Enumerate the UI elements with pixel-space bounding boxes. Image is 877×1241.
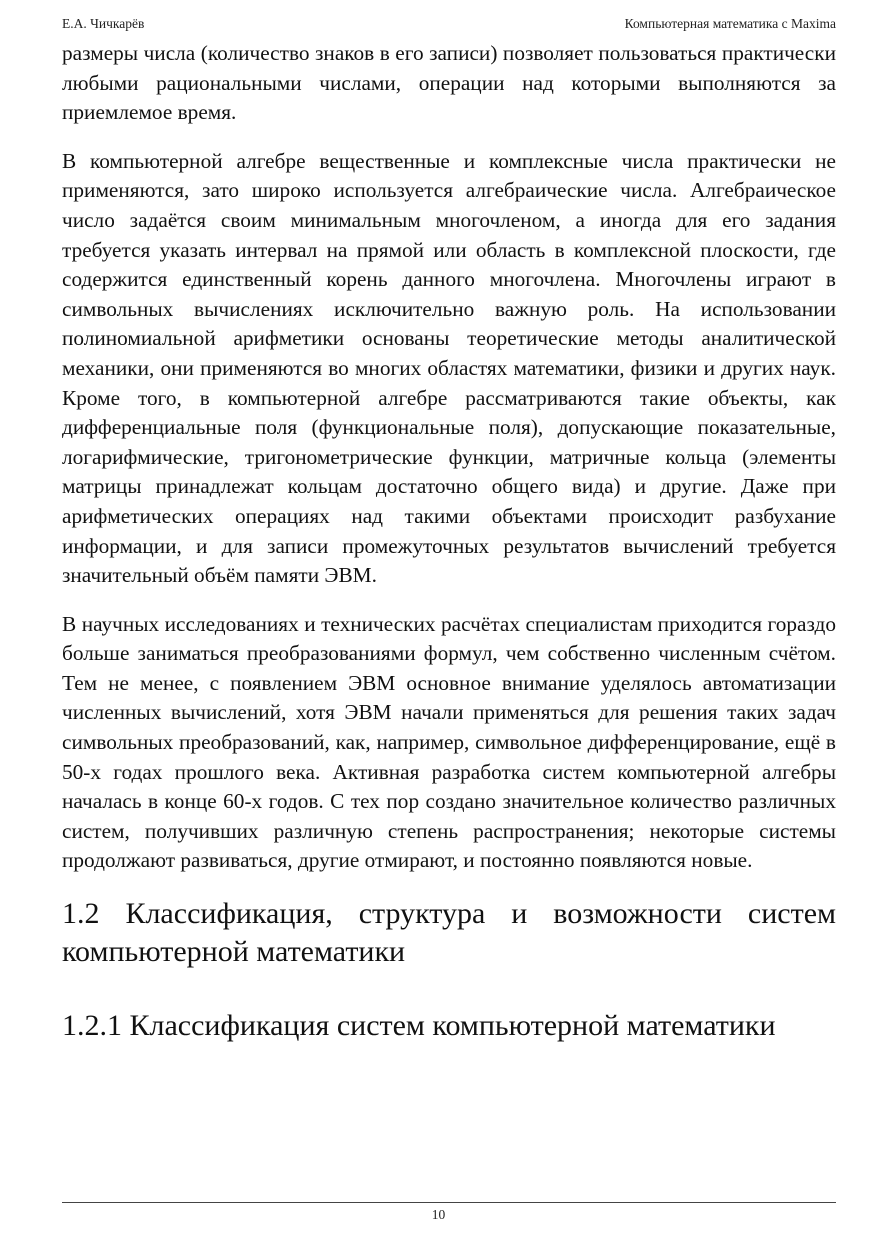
subsection-heading: 1.2.1 Классификация систем компьютерной математики bbox=[62, 1009, 776, 1043]
running-header bbox=[62, 16, 836, 34]
section-heading: 1.2 Классификация, структура и возможности систем компьютерной математики bbox=[62, 897, 836, 969]
page-number: 10 bbox=[431, 1207, 446, 1222]
paragraph-continuation: размеры числа (количество знаков в его записи) позволяет пользоваться практически любыми рациональными числами, операции над которыми выполняются за приемлемое время. bbox=[62, 41, 836, 125]
page-body bbox=[62, 39, 836, 1045]
paragraph-history: В научных исследованиях и технических расчётах специалистам приходится гораздо больше заниматься преобразованиями формул, чем собственно численным счётом. Тем не менее, с появлением ЭВМ основное внимание уделялось автоматизации численных вычислений, хотя ЭВМ начали применяться для решения таких задач символьных преобразований, как, например, символьное дифференцирование, ещё в 50-х годах прошлого века. Активная разработка систем компьютерной алгебры началась в конце 60-х годов. С тех пор создано значительное количество различных систем, получивших различную степень распространения; некоторые системы продолжают развиваться, другие отмирают, и постоянно появляются новые. bbox=[62, 611, 836, 873]
paragraph-algebraic-numbers: В компьютерной алгебре вещественные и комплексные числа практически не применяются, зато широко используется алгебраические числа. Алгебраическое число задаётся своим минимальным многочленом, а иногда для его задания требуется указать интервал на прямой или область в комплексной плоскости, где содержится единственный корень данного многочлена. Многочлены играют в символьных вычислениях исключительно важную роль. На использовании полиномиальной арифметики основаны теоретические методы аналитической механики, они применяются во многих областях математики, физики и других наук. Кроме того, в компьютерной алгебре рассматриваются такие объекты, как дифференциальные поля (функциональные поля), допускающие показательные, логарифмические, тригонометрические функции, матричные кольца (элементы матрицы принадлежат кольцам достаточно общего вида) и другие. Даже при арифметических операциях над такими объектами происходит разбухание информации, и для записи промежуточных результатов вычислений требуется значительный объём памяти ЭВМ. bbox=[62, 148, 836, 588]
header-author: Е.А. Чичкарёв bbox=[62, 16, 145, 31]
footer-divider bbox=[62, 1202, 836, 1203]
header-book-title: Компьютерная математика с Maxima bbox=[624, 16, 836, 31]
